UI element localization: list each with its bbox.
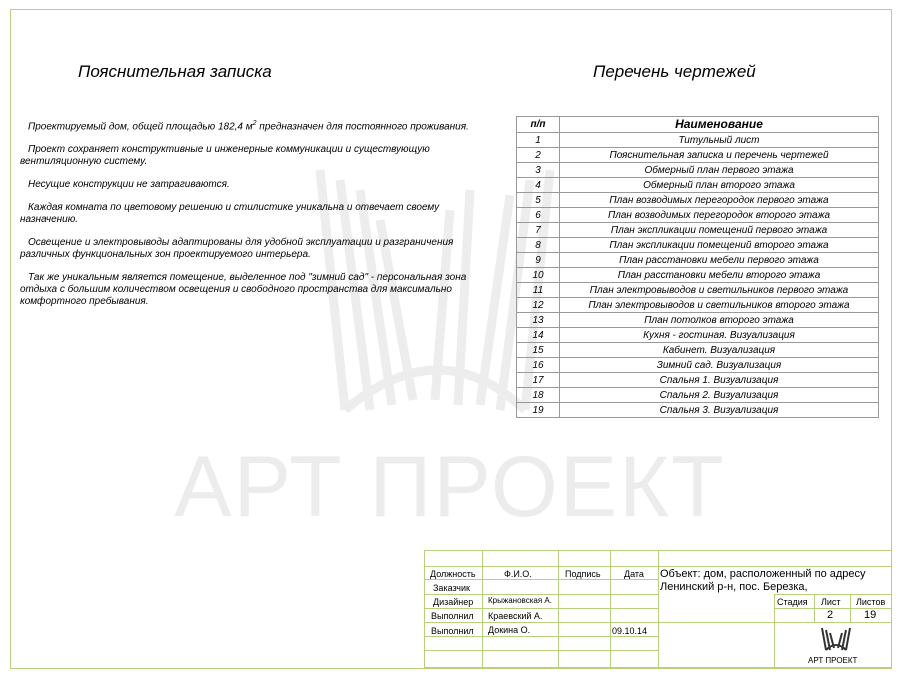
header-sheet: Лист (821, 597, 841, 607)
row-number: 6 (517, 208, 560, 223)
drawings-title: Перечень чертежей (593, 62, 756, 81)
row-number: 14 (517, 328, 560, 343)
watermark-text: АРТ ПРОЕКТ (174, 439, 726, 535)
role-performer-2: Выполнил (431, 626, 474, 636)
table-row (517, 298, 879, 313)
row-number: 2 (517, 148, 560, 163)
row-title: План потолков второго этажа (560, 313, 879, 328)
company-logo-icon (816, 626, 856, 654)
table-row (517, 163, 879, 178)
company-logo-text: АРТ ПРОЕКТ (808, 656, 858, 665)
table-row (517, 223, 879, 238)
table-header-row (517, 117, 879, 133)
header-sign: Подпись (565, 569, 601, 579)
header-name: Ф.И.О. (504, 569, 532, 579)
row-title: План расстановки мебели первого этажа (560, 253, 879, 268)
table-row (517, 148, 879, 163)
drawings-table-body (517, 133, 879, 418)
note-paragraph-area: Проектируемый дом, общей площадью 182,4 $м^2$ предназначен для постоянного проживания. (28, 120, 469, 133)
row-title: Обмерный план второго этажа (560, 178, 879, 193)
table-row (517, 268, 879, 283)
table-row (517, 313, 879, 328)
row-number: 12 (517, 298, 560, 313)
role-customer: Заказчик (433, 583, 470, 593)
title-block (424, 550, 892, 668)
note-paragraph: Освещение и электровыводы адаптированы для удобной эксплуатации и разграничения различных функциональных зон проектируемого интерьера. (20, 237, 454, 261)
note-paragraph: Каждая комната по цветовому решению и стилистике уникальна и отвечает своему назначению. (20, 202, 440, 226)
table-row (517, 388, 879, 403)
row-number: 1 (517, 133, 560, 148)
role-performer-1: Выполнил (431, 611, 474, 621)
row-number: 13 (517, 313, 560, 328)
row-title: Обмерный план первого этажа (560, 163, 879, 178)
row-number: 5 (517, 193, 560, 208)
row-title: План экспликации помещений второго этажа (560, 238, 879, 253)
table-row (517, 208, 879, 223)
name-performer-1: Краевский А. (488, 611, 543, 621)
note-paragraph: Так же уникальным является помещение, выделенное под "зимний сад" - персональная зона отдыха с большим количеством освещения и свободного пространства для максимально комфортного пребывания. (20, 272, 467, 308)
row-number: 3 (517, 163, 560, 178)
header-date: Дата (624, 569, 644, 579)
explanatory-note (20, 118, 490, 319)
row-title: Спальня 2. Визуализация (560, 388, 879, 403)
table-row (517, 178, 879, 193)
header-sheets: Листов (856, 597, 886, 607)
note-title: Пояснительная записка (78, 62, 272, 81)
note-paragraph: Несущие конструкции не затрагиваются. (28, 179, 230, 191)
col-num-header: п/п (517, 117, 560, 133)
row-number: 17 (517, 373, 560, 388)
object-line-2: Ленинский р-н, пос. Березка, (660, 581, 808, 593)
date-performer-2: 09.10.14 (612, 626, 648, 636)
row-title: Спальня 1. Визуализация (560, 373, 879, 388)
row-title: Зимний сад. Визуализация (560, 358, 879, 373)
row-number: 15 (517, 343, 560, 358)
row-number: 8 (517, 238, 560, 253)
row-title: План экспликации помещений первого этажа (560, 223, 879, 238)
row-title: План возводимых перегородок первого этажа (560, 193, 879, 208)
header-stage: Стадия (777, 597, 808, 607)
table-row (517, 358, 879, 373)
table-row (517, 253, 879, 268)
table-row (517, 133, 879, 148)
row-title: План электровыводов и светильников первого этажа (560, 283, 879, 298)
row-title: Спальня 3. Визуализация (560, 403, 879, 418)
table-row (517, 283, 879, 298)
table-row (517, 403, 879, 418)
row-number: 7 (517, 223, 560, 238)
row-number: 16 (517, 358, 560, 373)
header-position: Должность (430, 569, 476, 579)
name-performer-2: Докина О. (488, 625, 531, 635)
row-number: 18 (517, 388, 560, 403)
row-title: План расстановки мебели второго этажа (560, 268, 879, 283)
sheets-total: 19 (864, 609, 877, 621)
row-title: Титульный лист (560, 133, 879, 148)
table-row (517, 238, 879, 253)
col-name-header: Наименование (560, 117, 879, 133)
row-number: 19 (517, 403, 560, 418)
table-row (517, 373, 879, 388)
object-line-1: Объект: дом, расположенный по адресу (660, 568, 866, 580)
row-number: 9 (517, 253, 560, 268)
row-title: План возводимых перегородок второго этажа (560, 208, 879, 223)
row-number: 10 (517, 268, 560, 283)
drawings-table (516, 116, 879, 418)
row-title: Кабинет. Визуализация (560, 343, 879, 358)
row-number: 11 (517, 283, 560, 298)
note-paragraph: Проект сохраняет конструктивные и инженерные коммуникации и существующую вентиляционную систему. (20, 144, 430, 168)
table-row (517, 328, 879, 343)
row-title: План электровыводов и светильников второго этажа (560, 298, 879, 313)
row-title: Пояснительная записка и перечень чертежей (560, 148, 879, 163)
role-designer: Дизайнер (433, 597, 474, 607)
row-title: Кухня - гостиная. Визуализация (560, 328, 879, 343)
row-number: 4 (517, 178, 560, 193)
table-row (517, 193, 879, 208)
sheet-number: 2 (827, 609, 834, 621)
name-designer: Крыжановская А. (488, 596, 552, 605)
table-row (517, 343, 879, 358)
